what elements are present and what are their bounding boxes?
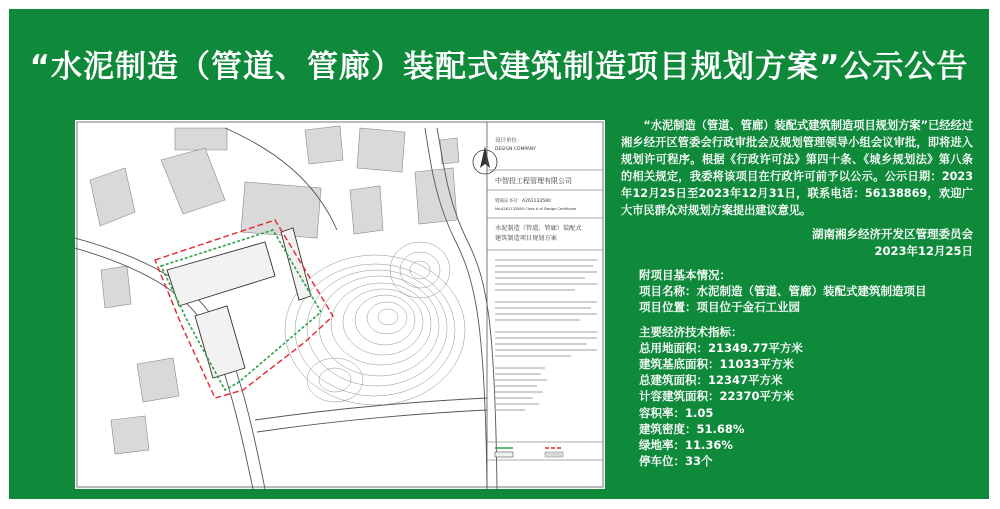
design-company: 中智投工程管理有限公司 xyxy=(495,177,572,185)
issue-date: 2023年12月25日 xyxy=(874,244,973,258)
indicator-green-ratio: 绿地率：11.36% xyxy=(639,438,733,453)
site-plan-drawing xyxy=(75,120,605,489)
drawing-title-line2: 建筑制造项目规划方案 xyxy=(495,235,557,242)
cert-number: 资质证书号：A261133580 xyxy=(495,199,551,204)
indicator-parking: 停车位：33个 xyxy=(639,454,713,469)
site-boundary xyxy=(155,220,333,398)
drawing-title-line1: 水泥制造（管道、管廊）装配式 xyxy=(495,225,582,232)
notice-body: “水泥制造（管道、管廊）装配式建筑制造项目规划方案”已经经过湘乡经开区管委会行政审批会及规划管理领导小组会议审批，即将进入规划许可程序。根据《行政许可法》第四十条、《城乡规划法》第八条的相关规定，我委将该项目在行政许可前予以公示。公示日期：2023年12月25日至2023年12月31日，联系电话：56138869，欢迎广大市民群众对规划方案提出建议意见。 xyxy=(621,119,973,217)
title-block xyxy=(487,122,603,487)
design-unit-label: 设计单位： xyxy=(495,138,523,144)
notice-title: “水泥制造（管道、管廊）装配式建筑制造项目规划方案”公示公告 xyxy=(29,49,969,85)
indicator-far-floor-area: 计容建筑面积：22370平方米 xyxy=(639,389,795,404)
indicator-building-base-area: 建筑基底面积：11033平方米 xyxy=(639,357,795,372)
cert-class: No.A261133580 Class A of Design Certificate xyxy=(495,207,577,211)
project-location: 项目位置：项目位于金石工业园 xyxy=(639,300,800,315)
project-info xyxy=(639,267,979,469)
notice-issuer-block xyxy=(621,226,973,260)
design-unit-en: DESIGN COMPANY xyxy=(495,147,536,152)
project-name: 项目名称：水泥制造（管道、管廊）装配式建筑制造项目 xyxy=(639,284,927,299)
indicator-total-floor-area: 总建筑面积：12347平方米 xyxy=(639,373,783,388)
issuer-name: 湖南湘乡经济开发区管理委员会 xyxy=(812,227,973,241)
indicators-heading: 主要经济技术指标： xyxy=(639,324,743,339)
terrain-contours xyxy=(285,242,465,405)
proposed-buildings xyxy=(167,228,311,378)
site-plan-svg xyxy=(75,120,605,489)
notice-board xyxy=(9,9,989,499)
existing-buildings xyxy=(90,126,459,454)
indicator-land-area: 总用地面积：21349.77平方米 xyxy=(639,340,803,355)
info-heading: 附项目基本情况： xyxy=(639,268,731,282)
legend xyxy=(495,448,563,457)
design-notes-lines xyxy=(495,260,597,410)
indicator-building-density: 建筑密度：51.68% xyxy=(639,421,745,436)
indicator-plot-ratio: 容积率：1.05 xyxy=(639,405,714,420)
